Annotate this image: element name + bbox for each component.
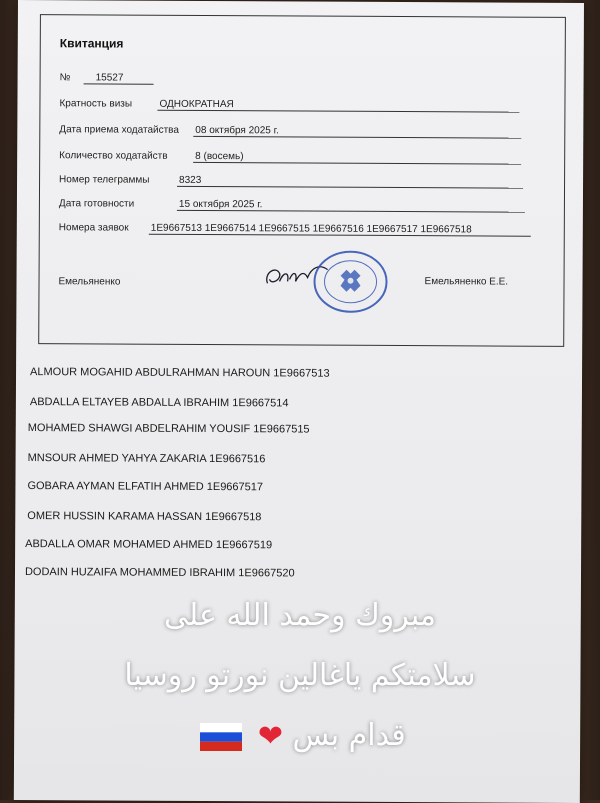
- field-value: 8323: [177, 175, 523, 189]
- field-label: Номера заявок: [58, 222, 129, 234]
- field-value: 1E9667513 1E9667514 1E9667515 1E9667516 1E9667517 1E9667518: [149, 223, 531, 237]
- field-value: 15 октября 2025 г.: [177, 199, 525, 213]
- overlay-line-1: مبروك وحمد الله على: [164, 598, 436, 633]
- field-value: 08 октября 2025 г.: [193, 125, 521, 139]
- receipt-title: Квитанция: [59, 36, 124, 51]
- list-item: ABDALLA OMAR MOHAMED AHMED 1E9667519: [25, 538, 273, 552]
- field-label: Кратность визы: [59, 98, 133, 110]
- field-label: Номер телеграммы: [59, 174, 150, 186]
- field-label: Дата приема ходатайства: [59, 124, 179, 136]
- field-value: ОДНОКРАТНАЯ: [157, 99, 519, 113]
- list-item: GOBARA AYMAN ELFATIH AHMED 1E9667517: [27, 480, 264, 494]
- list-item: ALMOUR MOGAHID ABDULRAHMAN HAROUN 1E9667513: [30, 366, 330, 380]
- list-item: MOHAMED SHAWGI ABDELRAHIM YOUSIF 1E9667515: [27, 422, 310, 436]
- signer-left: Емельяненко: [58, 276, 121, 288]
- overlay-line-2: سلامتكم ياغالين نورتو روسيا: [124, 658, 476, 693]
- official-stamp: [312, 250, 388, 314]
- field-value: 8 (восемь): [193, 151, 521, 165]
- overlay-line-3-row: [0, 718, 600, 754]
- russia-flag-icon: [200, 723, 242, 751]
- signer-right: Емельяненко Е.Е.: [424, 276, 509, 288]
- number-label: №: [59, 72, 71, 84]
- field-label: Дата готовности: [58, 198, 135, 210]
- number-value: 15527: [84, 72, 154, 84]
- list-item: OMER HUSSIN KARAMA HASSAN 1E9667518: [27, 510, 262, 524]
- list-item: ABDALLA ELTAYEB ABDALLA IBRAHIM 1E9667514: [29, 396, 289, 410]
- heart-icon: ❤: [257, 719, 283, 754]
- field-label: Количество ходатайств: [59, 150, 168, 162]
- overlay-line-3: قدام بس: [292, 718, 406, 753]
- list-item: DODAIN HUZAIFA MOHAMMED IBRAHIM 1E9667520: [24, 566, 295, 580]
- list-item: MNSOUR AHMED YAHYA ZAKARIA 1E9667516: [27, 452, 266, 466]
